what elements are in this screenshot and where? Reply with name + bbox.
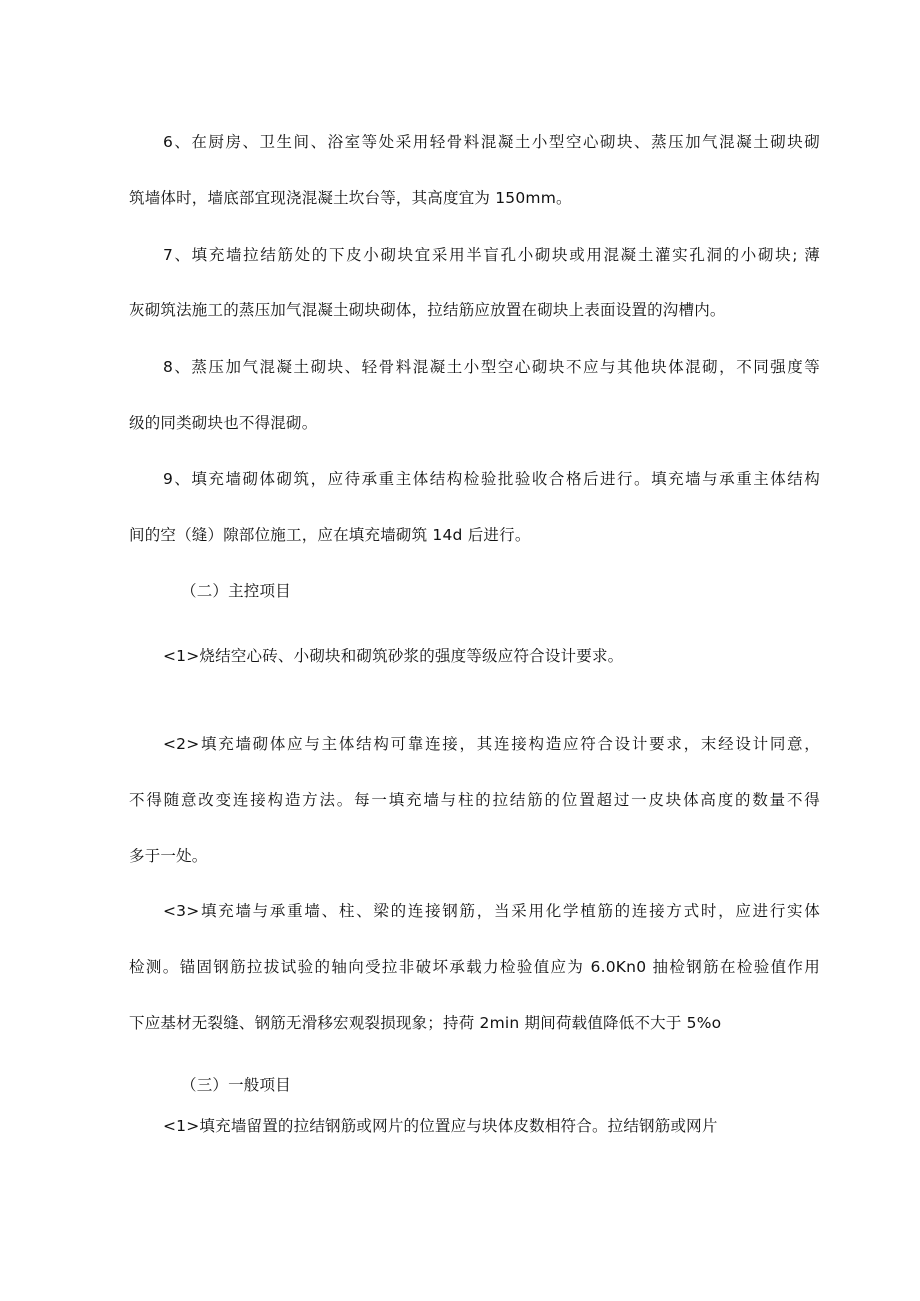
paragraph-7-line-2: 灰砌筑法施工的蒸压加气混凝土砌块砌体，拉结筋应放置在砌块上表面设置的沟槽内。 (129, 301, 726, 319)
main-item-3-line-3: 下应基材无裂缝、钢筋无滑移宏观裂损现象；持荷 2min 期间荷载值降低不大于 5%o (129, 1014, 722, 1032)
general-item-1: <1>填充墙留置的拉结钢筋或网片的位置应与块体皮数相符合。拉结钢筋或网片 (163, 1117, 718, 1135)
main-item-2-line-2: 不得随意改变连接构造方法。每一填充墙与柱的拉结筋的位置超过一皮块体高度的数量不得 (129, 791, 820, 809)
paragraph-9-line-2: 间的空（缝）隙部位施工，应在填充墙砌筑 14d 后进行。 (129, 526, 531, 544)
main-item-2-line-3: 多于一处。 (129, 847, 208, 865)
paragraph-8-line-1: 8、蒸压加气混凝土砌块、轻骨料混凝土小型空心砌块不应与其他块体混砌，不同强度等 (163, 358, 820, 376)
main-item-2-line-1: <2>填充墙砌体应与主体结构可靠连接，其连接构造应符合设计要求，末经设计同意， (163, 735, 820, 753)
paragraph-6-line-2: 筑墙体时，墙底部宜现浇混凝土坎台等，其高度宜为 150mm。 (129, 189, 572, 207)
section-heading-main-control: （二）主控项目 (181, 582, 291, 600)
section-heading-general: （三）一般项目 (181, 1076, 291, 1094)
main-item-3-line-1: <3>填充墙与承重墙、柱、梁的连接钢筋，当采用化学植筋的连接方式时，应进行实体 (163, 902, 820, 920)
paragraph-7-line-1: 7、填充墙拉结筋处的下皮小砌块宜采用半盲孔小砌块或用混凝土灌实孔洞的小砌块; 薄 (163, 246, 820, 264)
paragraph-6-line-1: 6、在厨房、卫生间、浴室等处采用轻骨料混凝土小型空心砌块、蒸压加气混凝土砌块砌 (163, 133, 820, 151)
main-item-3-line-2: 检测。锚固钢筋拉拔试验的轴向受拉非破坏承载力检验值应为 6.0Kn0 抽检钢筋在检验值作用 (129, 958, 820, 976)
paragraph-8-line-2: 级的同类砌块也不得混砌。 (129, 414, 318, 432)
paragraph-9-line-1: 9、填充墙砌体砌筑，应待承重主体结构检验批验收合格后进行。填充墙与承重主体结构 (163, 470, 820, 488)
main-item-1: <1>烧结空心砖、小砌块和砌筑砂浆的强度等级应符合设计要求。 (163, 647, 624, 665)
